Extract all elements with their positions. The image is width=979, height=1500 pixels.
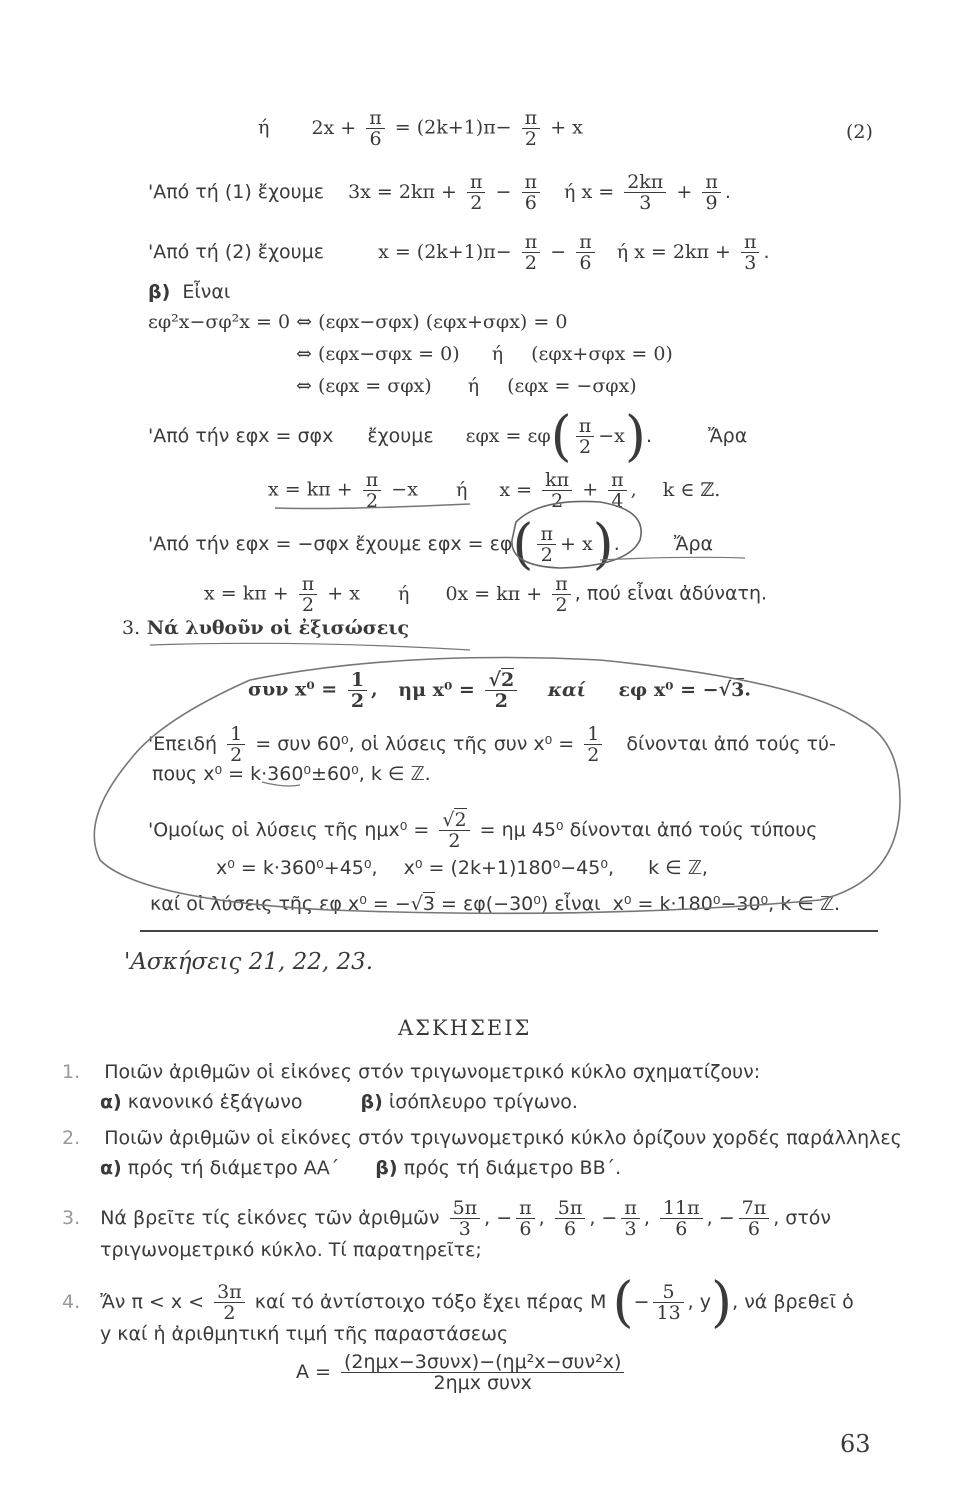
ara-word: Ἄρα — [673, 533, 714, 555]
or-word: ή — [467, 375, 480, 397]
circle-mark — [512, 501, 641, 568]
minus-sign: − — [496, 1207, 513, 1229]
underline-mark — [150, 643, 470, 650]
paren-left: ( — [550, 404, 572, 468]
comma: , — [687, 1291, 694, 1313]
fraction-pi-3: $\frac{\pi}{3}$ — [621, 1198, 640, 1239]
from-tan-cot: 'Από τήν εφx = σφx — [148, 425, 334, 447]
fraction-pi-2: $\frac{\pi}{2}$ — [576, 416, 595, 457]
exercise-number: 3. — [62, 1207, 81, 1229]
fraction-pi-2: $\frac{\pi}{2}$ — [522, 232, 541, 273]
or-x-equals: ή x = 2kπ + — [616, 241, 731, 263]
comma: , — [589, 1207, 596, 1229]
period: . — [763, 241, 770, 263]
paren-right: ) — [711, 1270, 733, 1334]
since-word: 'Επειδή — [148, 733, 218, 755]
ston-word: στόν — [785, 1207, 832, 1229]
eq2-end: + x — [550, 116, 583, 139]
fraction-5-13: $\frac{5}{13}$ — [653, 1282, 683, 1323]
equivalence-line-3: ⇔ (εφx = σφx) — [296, 375, 432, 397]
from-1-label: 'Από τή (1) ἔχουμε — [148, 181, 325, 203]
expression-fraction: $\frac{\text{(2ημx−3συνx)−(ημ²x−συν²x)}}{\text{2ημx συνx}}$ — [341, 1352, 624, 1393]
fraction-3pi-2: $\frac{3\pi}{2}$ — [214, 1282, 245, 1323]
minus-x: −x — [598, 425, 625, 447]
fraction-pi-6: $\frac{\pi}{6}$ — [366, 108, 385, 149]
zero-x: 0x = kπ + — [445, 582, 543, 605]
given-by-text: δίνονται ἀπό τούς τύ- — [626, 733, 836, 755]
diameter-bb-text: πρός τή διάμετρο ΒΒ΄. — [403, 1157, 622, 1179]
fraction-pi-2: $\frac{\pi}{2}$ — [363, 470, 382, 511]
y-var: y — [699, 1291, 712, 1313]
minus-sign: − — [601, 1207, 618, 1229]
fraction-pi-3: $\frac{\pi}{3}$ — [741, 232, 760, 273]
ara-word: Ἄρα — [708, 425, 748, 447]
minus-sign: − — [633, 1291, 650, 1313]
comma: , — [643, 1207, 650, 1229]
impossible-text: , πού εἶναι ἀδύνατη. — [574, 582, 768, 605]
equivalence-line-2: ⇔ (εφx−σφx = 0) — [296, 343, 460, 365]
equivalence-line-3b: (εφx = −σφx) — [507, 375, 637, 397]
sol-x: x = kπ + — [268, 478, 353, 501]
period: . — [645, 425, 653, 447]
triangle-text: ἰσόπλευρο τρίγωνο. — [388, 1091, 578, 1113]
tan-equals-text: = εφ(−30⁰) εἶναι — [441, 893, 601, 915]
comma: , — [773, 1207, 780, 1229]
radicand: 3 — [422, 893, 435, 915]
or-word: ή — [398, 582, 410, 605]
x-equals: x = — [499, 478, 533, 501]
exercise-1-text: Ποιῶν ἀριθμῶν οἱ εἰκόνες στόν τριγωνομετρικό κύκλο σχηματίζουν: — [104, 1061, 761, 1083]
sin-formula-1: x⁰ = k·360⁰+45⁰, — [216, 857, 378, 879]
einai-word: Εἶναι — [182, 281, 231, 303]
fraction-pi-2: $\frac{\pi}{2}$ — [537, 524, 556, 565]
page-number: 63 — [840, 1430, 871, 1458]
underline-mark — [275, 504, 470, 509]
or-word: ή — [455, 478, 468, 501]
paren-left: ( — [612, 1270, 634, 1334]
cos-formula: πους x⁰ = k·360⁰±60⁰, k ∈ ℤ. — [152, 763, 431, 785]
or-word: ή — [491, 343, 504, 365]
sqrt-symbol: √ — [718, 678, 732, 701]
eq-3x: 3x = 2kπ + — [348, 181, 457, 203]
sin-eq: ημ x⁰ = — [398, 678, 475, 701]
find-text: νά βρεθεῖ ὁ — [744, 1291, 854, 1313]
fraction-5pi-3: $\frac{5\pi}{3}$ — [450, 1198, 481, 1239]
plus-x: + x — [559, 533, 593, 555]
fraction-1-2: $\frac{1}{2}$ — [227, 724, 245, 765]
we-have: ἔχουμε — [367, 425, 434, 447]
cos-eq: συν x⁰ = — [248, 678, 338, 701]
fraction-pi-9: $\frac{\pi}{9}$ — [702, 172, 721, 213]
exercises-heading: ΑΣΚΗΣΕΙΣ — [398, 1016, 532, 1040]
fraction-1-2: $\frac{1}{2}$ — [584, 724, 602, 765]
exercise-4-condition: Ἄν π < x < — [100, 1291, 205, 1313]
equation-label-2: (2) — [846, 121, 873, 143]
paren-right: ) — [624, 404, 646, 468]
sqrt-symbol: √ — [410, 893, 423, 915]
exercise-number: 2. — [62, 1127, 81, 1149]
sin-formula-2: x⁰ = (2k+1)180⁰−45⁰, — [403, 857, 615, 879]
option-b: β) — [375, 1157, 398, 1179]
plus-sign: + — [676, 181, 693, 203]
paren-left: ( — [512, 512, 534, 576]
exercise-3-text: Νά βρεῖτε τίς εἰκόνες τῶν ἀριθμῶν — [100, 1207, 440, 1229]
fraction-11pi-6: $\frac{11\pi}{6}$ — [660, 1198, 703, 1239]
sin-given-by: = ημ 45⁰ δίνονται ἀπό τούς τύπους — [479, 819, 818, 841]
expression-label: A = — [296, 1361, 331, 1383]
fraction-pi-6: $\frac{\pi}{6}$ — [516, 1198, 535, 1239]
hexagon-text: κανονικό ἑξάγωνο — [127, 1091, 303, 1113]
or-x-equals: ή x = — [564, 181, 615, 203]
eq2-mid: = (2k+1)π− — [394, 116, 512, 139]
or-word: ή — [258, 116, 270, 139]
comma: , — [732, 1291, 739, 1313]
fraction-rt2-2: $\frac{√2}{2}$ — [485, 670, 517, 711]
fraction-pi-2: $\frac{\pi}{2}$ — [467, 172, 486, 213]
from-tan-negcot: 'Από τήν εφx = −σφx ἔχουμε εφx = εφ — [148, 533, 513, 555]
k-in-z: k ∈ ℤ, — [648, 857, 708, 879]
fraction-pi-4: $\frac{\pi}{4}$ — [608, 470, 627, 511]
period: . — [613, 533, 620, 555]
from-2-label: 'Από τή (2) ἔχουμε — [148, 241, 325, 263]
comma: , — [484, 1207, 491, 1229]
option-a: α) — [100, 1157, 122, 1179]
minus-x: −x — [391, 478, 418, 501]
tan-eq: εφ x⁰ = − — [618, 678, 719, 701]
minus-sign: − — [550, 241, 567, 263]
plus-x: + x — [327, 582, 360, 605]
enclosure-mark — [94, 658, 900, 914]
exercise-2-text: Ποιῶν ἀριθμῶν οἱ εἰκόνες στόν τριγωνομετρικό κύκλο ὁρίζουν χορδές παράλληλες — [104, 1127, 902, 1149]
scribble-mark — [262, 782, 300, 786]
problem-number: 3. — [122, 617, 141, 639]
fraction-7pi-6: $\frac{7\pi}{6}$ — [739, 1198, 770, 1239]
eq2-lhs: 2x + — [311, 116, 357, 139]
tan-formula: x⁰ = k·180⁰−30⁰, k ∈ ℤ. — [612, 893, 841, 915]
equivalence-line-1: εφ²x−σφ²x = 0 ⇔ (εφx−σφx) (εφx+σφx) = 0 — [148, 311, 568, 333]
exercise-number: 1. — [62, 1061, 81, 1083]
exercise-number: 4. — [62, 1291, 81, 1313]
fraction-rt2-2: $\frac{√2}{2}$ — [439, 810, 469, 851]
underline-mark — [600, 557, 745, 560]
period: . — [724, 181, 731, 203]
exercise-reference: 'Ασκήσεις 21, 22, 23. — [124, 949, 374, 975]
problem-statement: Νά λυθοῦν οἱ ἐξισώσεις — [146, 617, 410, 639]
fraction-pi-6: $\frac{\pi}{6}$ — [576, 232, 595, 273]
fraction-kpi-2: $\frac{k\pi}{2}$ — [542, 470, 572, 511]
comma: , — [706, 1207, 713, 1229]
item-beta: β) — [148, 281, 171, 303]
sin-solutions-text: 'Ομοίως οἱ λύσεις τῆς ημx⁰ = — [148, 819, 430, 841]
sol-x2: x = kπ + — [204, 582, 289, 605]
cos-solutions-text: = συν 60⁰, οἱ λύσεις τῆς συν x⁰ = — [255, 733, 575, 755]
fraction-1-2: $\frac{1}{2}$ — [348, 670, 367, 711]
kai-word: καί — [547, 678, 586, 701]
fraction-pi-2: $\frac{\pi}{2}$ — [299, 574, 318, 615]
paren-right: ) — [592, 512, 614, 576]
minus-sign: − — [718, 1207, 735, 1229]
exercise-4-text: y καί ἡ ἀριθμητική τιμή τῆς παραστάσεως — [100, 1323, 509, 1345]
plus-sign: + — [582, 478, 599, 501]
tan-solutions-text: καί οἱ λύσεις τῆς εφ x⁰ = − — [150, 893, 411, 915]
fraction-pi-2: $\frac{\pi}{2}$ — [552, 574, 571, 615]
eq-x: x = (2k+1)π− — [378, 241, 512, 263]
diameter-aa-text: πρός τή διάμετρο ΑΑ΄ — [127, 1157, 340, 1179]
tan-eq: εφx = εφ — [465, 425, 551, 447]
arc-end-text: καί τό ἀντίστοιχο τόξο ἔχει πέρας Μ — [254, 1291, 607, 1313]
comma: , — [371, 678, 378, 701]
exercise-3-question: τριγωνομετρικό κύκλο. Τί παρατηρεῖτε; — [100, 1239, 482, 1261]
option-a: α) — [100, 1091, 122, 1113]
period: . — [744, 678, 751, 701]
fraction-pi-2: $\frac{\pi}{2}$ — [522, 108, 541, 149]
fraction-5pi-6: $\frac{5\pi}{6}$ — [555, 1198, 586, 1239]
comma: , — [538, 1207, 545, 1229]
fraction-2kpi-3: $\frac{2k\pi}{3}$ — [624, 172, 666, 213]
option-b: β) — [360, 1091, 383, 1113]
k-in-z: k ∈ ℤ. — [662, 478, 721, 501]
comma: , — [630, 478, 637, 501]
fraction-pi-6: $\frac{\pi}{6}$ — [522, 172, 541, 213]
minus-sign: − — [495, 181, 512, 203]
radicand: 3 — [731, 678, 745, 701]
equivalence-line-2b: (εφx+σφx = 0) — [531, 343, 673, 365]
